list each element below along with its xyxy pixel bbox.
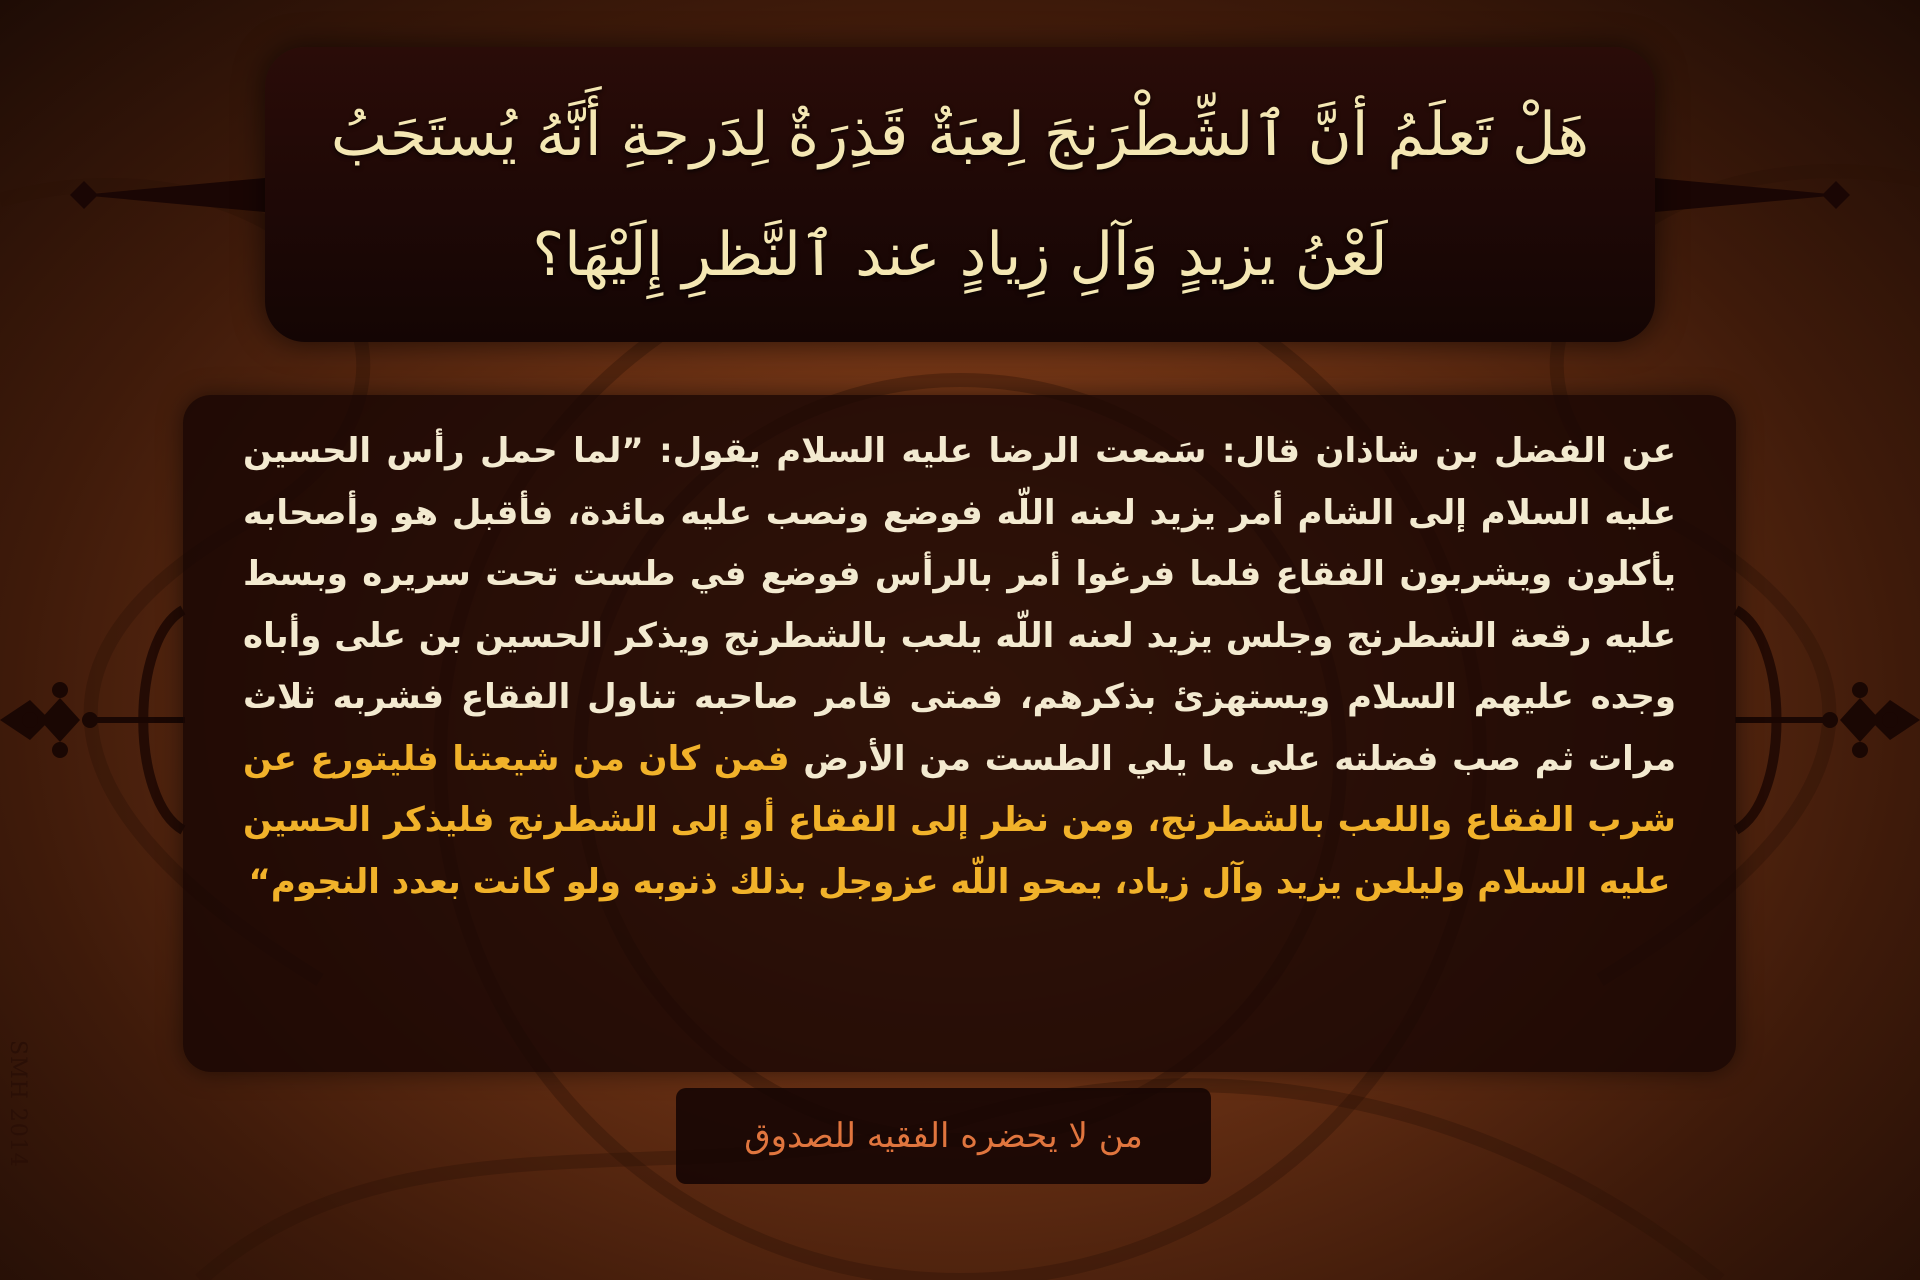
watermark-signature: SMH 2014 bbox=[5, 1040, 30, 1168]
narration-part-1: عن الفضل بن شاذان قال: سَمعت الرضا عليه السلام يقول: ”لما حمل رأس الحسين عليه السلام إلى الشام أمر يزيد لعنه اللّه فوضع ونصب عليه مائدة، فأقبل هو وأصحابه يأكلون ويشربون الفقاع فلما فرغوا أمر بالرأس فوضع في طست تحت سريره وبسط عليه رقعة الشطرنج وجلس يزيد لعنه اللّه يلعب بالشطرنج ويذكر الحسين بن على وأباه وجده عليهم السلام ويستهزئ بذكرهم، فمتى قامر صاحبه تناول الفقاع فشربه ثلاث مرات ثم صب فضلته على ما يلي الطست من الأرض bbox=[243, 431, 1676, 779]
title-question bbox=[265, 47, 1655, 342]
narration-text bbox=[243, 421, 1676, 913]
title-banner bbox=[265, 47, 1655, 342]
source-citation: من لا يحضره الفقيه للصدوق bbox=[744, 1116, 1143, 1156]
title-line-1: هَلْ تَعلَمُ أنَّ ٱلشِّطْرَنجَ لِعبَةٌ قَذِرَةٌ لِدَرجةِ أَنَّهُ يُستَحَبُ bbox=[330, 99, 1590, 170]
narration-part-2-highlight: فمن كان من شيعتنا فليتورع عن شرب الفقاع واللعب بالشطرنج، ومن نظر إلى الفقاع أو إلى الشطرنج فليذكر الحسين عليه السلام وليلعن يزيد وآل زياد، يمحو اللّه عزوجل بذلك ذنوبه ولو كانت بعدد النجوم“ bbox=[243, 738, 1676, 902]
narration-panel bbox=[183, 395, 1736, 1072]
source-label-box bbox=[676, 1088, 1211, 1184]
title-line-2: لَعْنُ يزيدٍ وَآلِ زِيادٍ عند ٱلنَّظرِ إِلَيْهَا؟ bbox=[532, 219, 1388, 290]
